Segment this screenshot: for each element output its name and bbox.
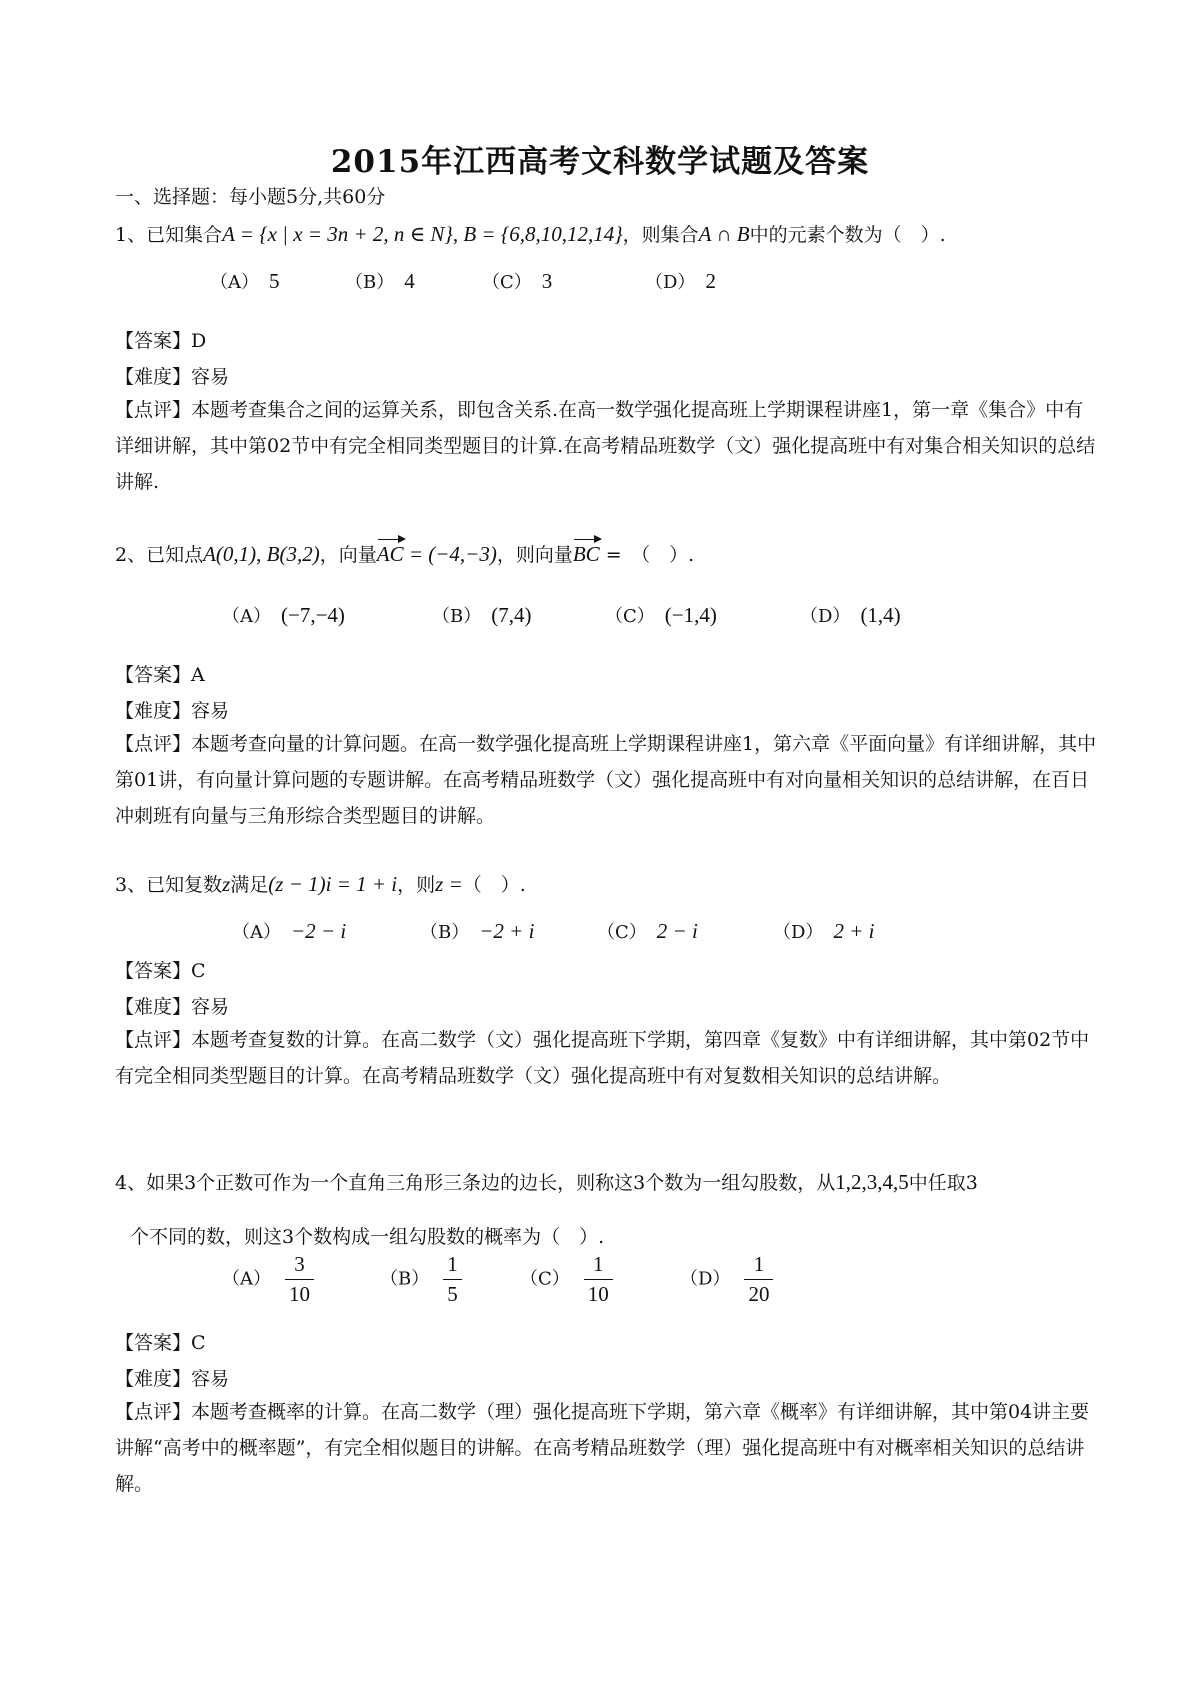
q1-prefix: 1、已知集合 (115, 224, 223, 246)
q4-option-a: （A） $\frac{3}{10}$ (222, 1252, 314, 1307)
q4-option-d: （D） $\frac{1}{20}$ (680, 1252, 773, 1307)
q3-prefix: 3、已知复数 (115, 874, 223, 896)
q2-mid2: ，则向量 (496, 544, 573, 566)
q4-option-b: （B） $\frac{1}{5}$ (380, 1252, 462, 1307)
section-heading: 一、选择题：每小题5分,共60分 (115, 186, 386, 208)
q4-difficulty: 【难度】容易 (115, 1368, 230, 1390)
q4-comment: 【点评】本题考查概率的计算。在高二数学（理）强化提高班下学期，第六章《概率》有详细讲解，其中第04讲主要讲解“高考中的概率题”，有完全相似题目的讲解。在高考精品班数学（理）强化提高班中有对概率相关知识的总结讲解。 (115, 1401, 1090, 1495)
q3-option-d: （D） 2 + i (773, 919, 875, 943)
q1-suffix: 中的元素个数为（ ）. (749, 224, 946, 246)
q3-equation: (z − 1)i = 1 + i (268, 872, 398, 896)
q1-intersect: A ∩ B (698, 222, 750, 246)
q2-ac-value: = (−4,−3) (403, 542, 497, 566)
q2-vector-bc: BC (572, 542, 600, 566)
q1-difficulty: 【难度】容易 (115, 366, 230, 388)
q4-numbers: 1,2,3,4,5 (835, 1170, 909, 1194)
question-4-line-1 (115, 1170, 978, 1195)
q2-answer: 【答案】A (115, 664, 205, 686)
question-3 (115, 872, 526, 897)
q3-mid2: ，则 (397, 874, 436, 896)
q3-comment: 【点评】本题考查复数的计算。在高二数学（文）强化提高班下学期，第四章《复数》中有详细讲解，其中第02节中有完全相同类型题目的计算。在高考精品班数学（文）强化提高班中有对复数相关知识的总结讲解。 (115, 1029, 1090, 1087)
q1-mid: ，则集合 (622, 224, 699, 246)
q2-option-b: （B） (7,4) (432, 603, 532, 627)
q3-mid: 满足 (230, 874, 269, 896)
q2-mid1: ，向量 (319, 544, 377, 566)
q2-vector-ac: AC (376, 542, 404, 566)
q2-prefix: 2、已知点 (115, 544, 204, 566)
q3-option-b: （B） −2 + i (420, 919, 535, 943)
q2-option-a: （A） (−7,−4) (222, 603, 345, 627)
q3-option-a: （A） −2 − i (232, 919, 347, 943)
question-1 (115, 222, 946, 247)
page-title: 2015年江西高考文科数学试题及答案 (330, 144, 870, 180)
q3-answer: 【答案】C (115, 960, 206, 982)
q1-option-d: （D） 2 (645, 269, 716, 293)
q2-option-c: （C） (−1,4) (605, 603, 717, 627)
q4-answer: 【答案】C (115, 1332, 206, 1354)
q2-suffix: = （ ）. (599, 544, 695, 566)
q2-points: A(0,1), B(3,2) (203, 542, 320, 566)
q4-text: 4、如果3个正数可作为一个直角三角形三条边的边长，则称这3个数为一组勾股数，从 (115, 1172, 836, 1194)
q3-suffix: （ ）. (462, 874, 526, 896)
q1-set-b: , B = {6,8,10,12,14} (452, 222, 623, 246)
q1-option-b: （B） 4 (345, 269, 415, 293)
q2-comment: 【点评】本题考查向量的计算问题。在高一数学强化提高班上学期课程讲座1，第六章《平面向量》有详细讲解，其中第01讲，有向量计算问题的专题讲解。在高考精品班数学（文）强化提高班中有对向量相关知识的总结讲解，在百日冲刺班有向量与三角形综合类型题目的讲解。 (115, 733, 1097, 827)
q3-var: z (222, 872, 231, 896)
q1-set-a: A = {x | x = 3n + 2, n ∈ N} (222, 222, 453, 246)
q4-option-c: （C） $\frac{1}{10}$ (520, 1252, 613, 1307)
q1-answer: 【答案】D (115, 330, 207, 352)
question-2 (115, 542, 694, 567)
q2-option-d: （D） (1,4) (800, 603, 901, 627)
q1-option-c: （C） 3 (482, 269, 553, 293)
q3-difficulty: 【难度】容易 (115, 996, 230, 1018)
q4-suffix: 中任取3 (908, 1172, 978, 1194)
q1-option-a: （A） 5 (210, 269, 280, 293)
q3-option-c: （C） 2 − i (597, 919, 698, 943)
q1-comment: 【点评】本题考查集合之间的运算关系，即包含关系.在高一数学强化提高班上学期课程讲座1，第一章《集合》中有详细讲解，其中第02节中有完全相同类型题目的计算.在高考精品班数学（文）强化提高班中有对集合相关知识的总结讲解. (115, 399, 1096, 493)
q3-ask: z = (435, 872, 463, 896)
q2-difficulty: 【难度】容易 (115, 700, 230, 722)
question-4-line-2: 个不同的数，则这3个数构成一组勾股数的概率为（ ）. (130, 1226, 605, 1248)
